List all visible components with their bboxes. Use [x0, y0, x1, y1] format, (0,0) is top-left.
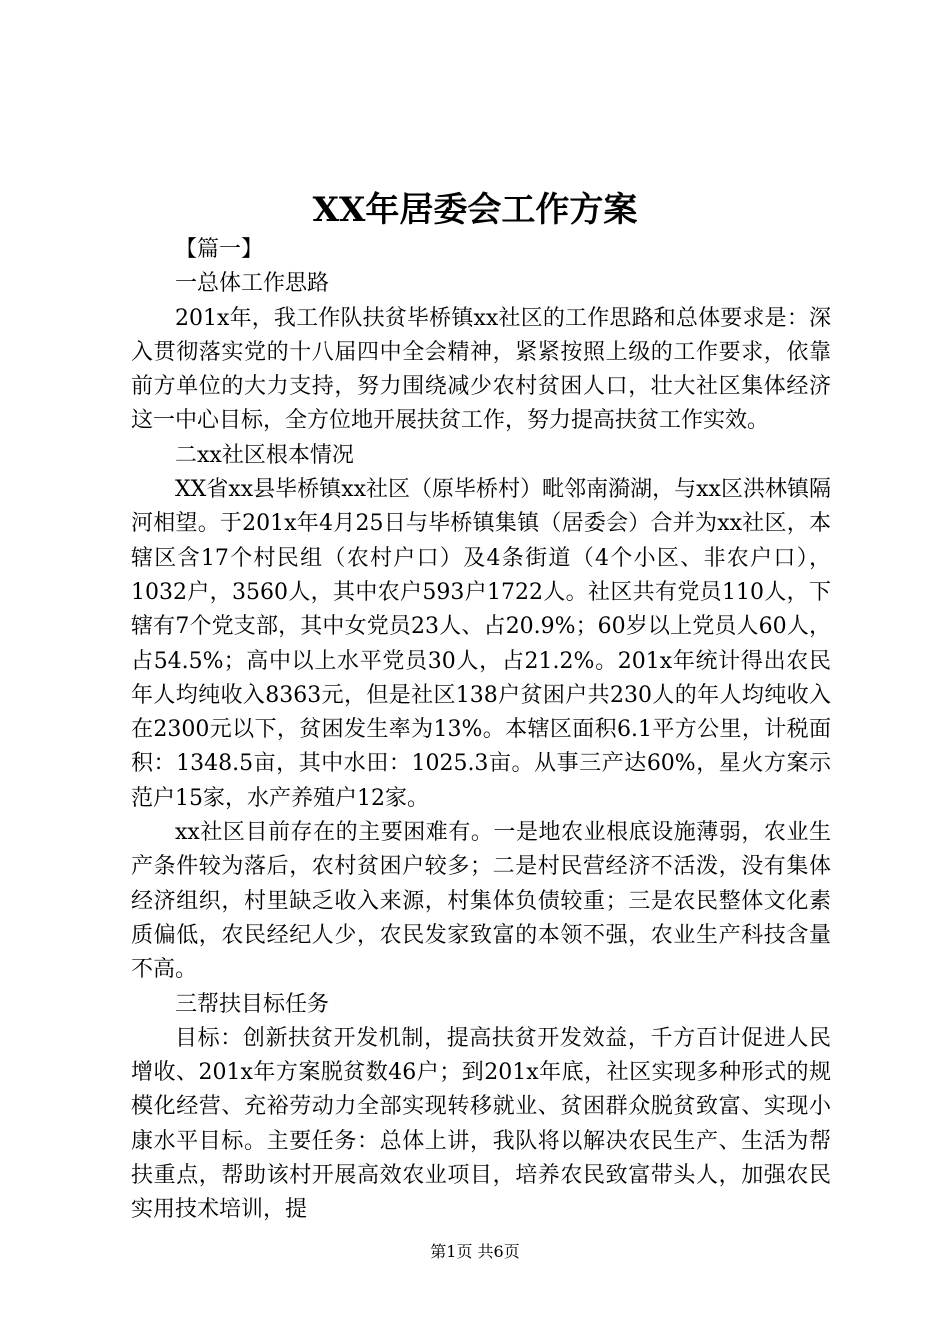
heading-3: 三帮扶目标任务	[175, 991, 330, 1017]
page-footer: 第1页 共6页	[430, 1242, 520, 1261]
paragraph: 目标：创新扶贫开发机制，提高扶贫开发效益，千方百计促进人民增收、201x年方案脱贫数46户；到201x年底，社区实现多种形式的规模化经营、充裕劳动力全部实现转移就业、贫困群众脱贫致富、实现小康水平目标。主要任务：总体上讲，我队将以解决农民生产、生活为帮扶重点，帮助该村开展高效农业项目，培养农民致富带头人，加强农民实用技术培训，提	[131, 1025, 831, 1223]
paragraph: XX省xx县毕桥镇xx社区（原毕桥村）毗邻南漪湖，与xx区洪林镇隔河相望。于201x年4月25日与毕桥镇集镇（居委会）合并为xx社区，本辖区含17个村民组（农村户口）及4条街道（4个小区、非农户口），1032户，3560人，其中农户593户1722人。社区共有党员110人，下辖有7个党支部，其中女党员23人、占20.9%；60岁以上党员人60人，占54.5%；高中以上水平党员30人，占21.2%。201x年统计得出农民年人均纯收入8363元，但是社区138户贫困户共230人的年人均纯收入在2300元以下，贫困发生率为13%。本辖区面积6.1平方公里，计税面积：1348.5亩，其中水田：1025.3亩。从事三产达60%，星火方案示范户15家，水产养殖户12家。	[131, 477, 831, 811]
document-body	[131, 233, 831, 1228]
section-label: 【篇一】	[175, 237, 264, 262]
document-title: XX年居委会工作方案	[312, 190, 638, 230]
paragraph: xx社区目前存在的主要困难有。一是地农业根底设施薄弱，农业生产条件较为落后，农村贫困户较多；二是村民营经济不活泼，没有集体经济组织，村里缺乏收入来源，村集体负债较重；三是农民整体文化素质偏低，农民经纪人少，农民发家致富的本领不强，农业生产科技含量不高。	[131, 820, 831, 983]
heading-2: 二xx社区根本情况	[175, 442, 354, 468]
heading-1: 一总体工作思路	[175, 271, 330, 297]
paragraph: 201x年，我工作队扶贫毕桥镇xx社区的工作思路和总体要求是：深入贯彻落实党的十八届四中全会精神，紧紧按照上级的工作要求，依靠前方单位的大力支持，努力围绕减少农村贫困人口，壮大社区集体经济这一中心目标，全方位地开展扶贫工作，努力提高扶贫工作实效。	[131, 305, 831, 434]
